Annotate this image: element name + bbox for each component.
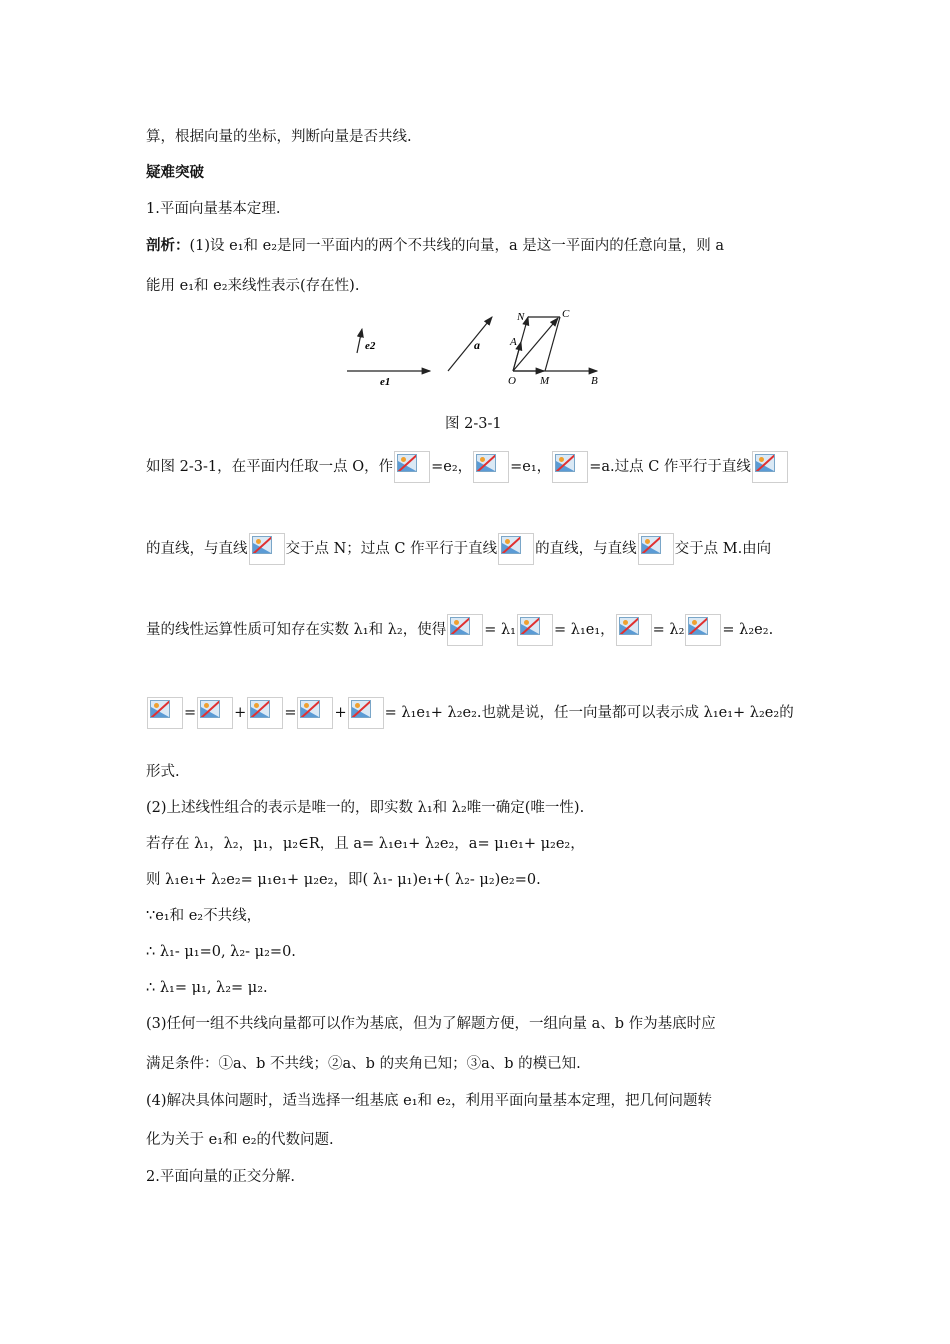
broken-image-icon (247, 697, 283, 729)
paragraph-line-3 (146, 614, 773, 646)
e1-label: e1 (380, 376, 391, 388)
N-label: N (517, 311, 525, 323)
B-label: B (591, 375, 598, 387)
text: = λ₁e₁+ λ₂e₂.也就是说，任一向量都可以表示成 λ₁e₁+ λ₂e₂的 (384, 705, 794, 721)
text: + (234, 705, 247, 721)
text: =e₂， (431, 459, 473, 475)
text: = (184, 705, 197, 721)
C-label: C (562, 308, 570, 320)
text: 交于点 N；过点 C 作平行于直线 (285, 541, 498, 557)
analysis-line-1 (146, 236, 724, 256)
a-vector (448, 317, 492, 371)
a-label: a (474, 338, 480, 352)
broken-image-icon (147, 697, 183, 729)
broken-image-icon (685, 614, 721, 646)
text: = (284, 705, 297, 721)
text: (1)设 e₁和 e₂是同一平面内的两个不共线的向量，a 是这一平面内的任意向量，则 a (189, 238, 725, 254)
broken-image-icon (197, 697, 233, 729)
uniqueness-line-5: ∴ λ₁- μ₁=0, λ₂- μ₂=0. (146, 944, 296, 960)
broken-image-icon (616, 614, 652, 646)
section-title: 疑难突破 (146, 165, 204, 181)
e2-label: e2 (365, 340, 376, 352)
paragraph-line-5: 形式. (146, 764, 180, 780)
uniqueness-line-2: 若存在 λ₁，λ₂，μ₁，μ₂∈R，且 a= λ₁e₁+ λ₂e₂，a= μ₁e₁+ μ₂e₂， (146, 836, 585, 852)
text: 交于点 M.由向 (674, 541, 772, 557)
broken-image-icon (447, 614, 483, 646)
broken-image-icon (297, 697, 333, 729)
item-title: 1.平面向量基本定理. (146, 201, 281, 217)
text: = λ₂e₂. (722, 622, 774, 638)
broken-image-icon (498, 533, 534, 565)
broken-image-icon (552, 451, 588, 483)
text-line: 算，根据向量的坐标，判断向量是否共线. (146, 129, 412, 145)
paragraph-line-4 (146, 697, 794, 729)
uniqueness-line-4: ∵e₁和 e₂不共线， (146, 908, 262, 924)
analysis-line-2: 能用 e₁和 e₂来线性表示(存在性). (146, 278, 360, 294)
broken-image-icon (394, 451, 430, 483)
item-title: 2.平面向量的正交分解. (146, 1169, 295, 1185)
solve-line-2: 化为关于 e₁和 e₂的代数问题. (146, 1132, 334, 1148)
uniqueness-line-6: ∴ λ₁= μ₁, λ₂= μ₂. (146, 980, 268, 996)
broken-image-icon (348, 697, 384, 729)
uniqueness-line-3: 则 λ₁e₁+ λ₂e₂= μ₁e₁+ μ₂e₂，即( λ₁- μ₁)e₁+( λ₂- μ₂)e₂=0. (146, 872, 541, 888)
O-label: O (508, 375, 516, 387)
text: =a.过点 C 作平行于直线 (589, 459, 751, 475)
paragraph-line-1 (146, 451, 789, 483)
text: =e₁， (510, 459, 552, 475)
text: = λ₂ (652, 622, 685, 638)
broken-image-icon (473, 451, 509, 483)
broken-image-icon (638, 533, 674, 565)
broken-image-icon (752, 451, 788, 483)
text: 量的线性运算性质可知存在实数 λ₁和 λ₂，使得 (146, 622, 447, 638)
vector-figure (345, 305, 610, 390)
e2-vector (357, 329, 362, 353)
basis-line-2: 满足条件：①a、b 不共线；②a、b 的夹角已知；③a、b 的模已知. (146, 1056, 581, 1072)
text: 如图 2-3-1，在平面内任取一点 O，作 (146, 459, 394, 475)
broken-image-icon (249, 533, 285, 565)
text: 的直线，与直线 (535, 541, 637, 557)
paragraph-line-2 (146, 533, 771, 565)
text: + (334, 705, 347, 721)
M-label: M (540, 375, 550, 387)
broken-image-icon (517, 614, 553, 646)
uniqueness-line-1: (2)上述线性组合的表示是唯一的，即实数 λ₁和 λ₂唯一确定(唯一性). (146, 800, 585, 816)
text: 的直线，与直线 (146, 541, 248, 557)
text: = λ₁ (484, 622, 516, 638)
basis-line-1: (3)任何一组不共线向量都可以作为基底，但为了解题方便，一组向量 a、b 作为基底时应 (146, 1016, 716, 1032)
solve-line-1: (4)解决具体问题时，适当选择一组基底 e₁和 e₂，利用平面向量基本定理，把几何问题转 (146, 1093, 713, 1109)
analysis-label: 剖析： (146, 238, 190, 254)
A-label: A (510, 336, 517, 348)
figure-caption: 图 2-3-1 (445, 416, 502, 432)
text: = λ₁e₁， (554, 622, 615, 638)
